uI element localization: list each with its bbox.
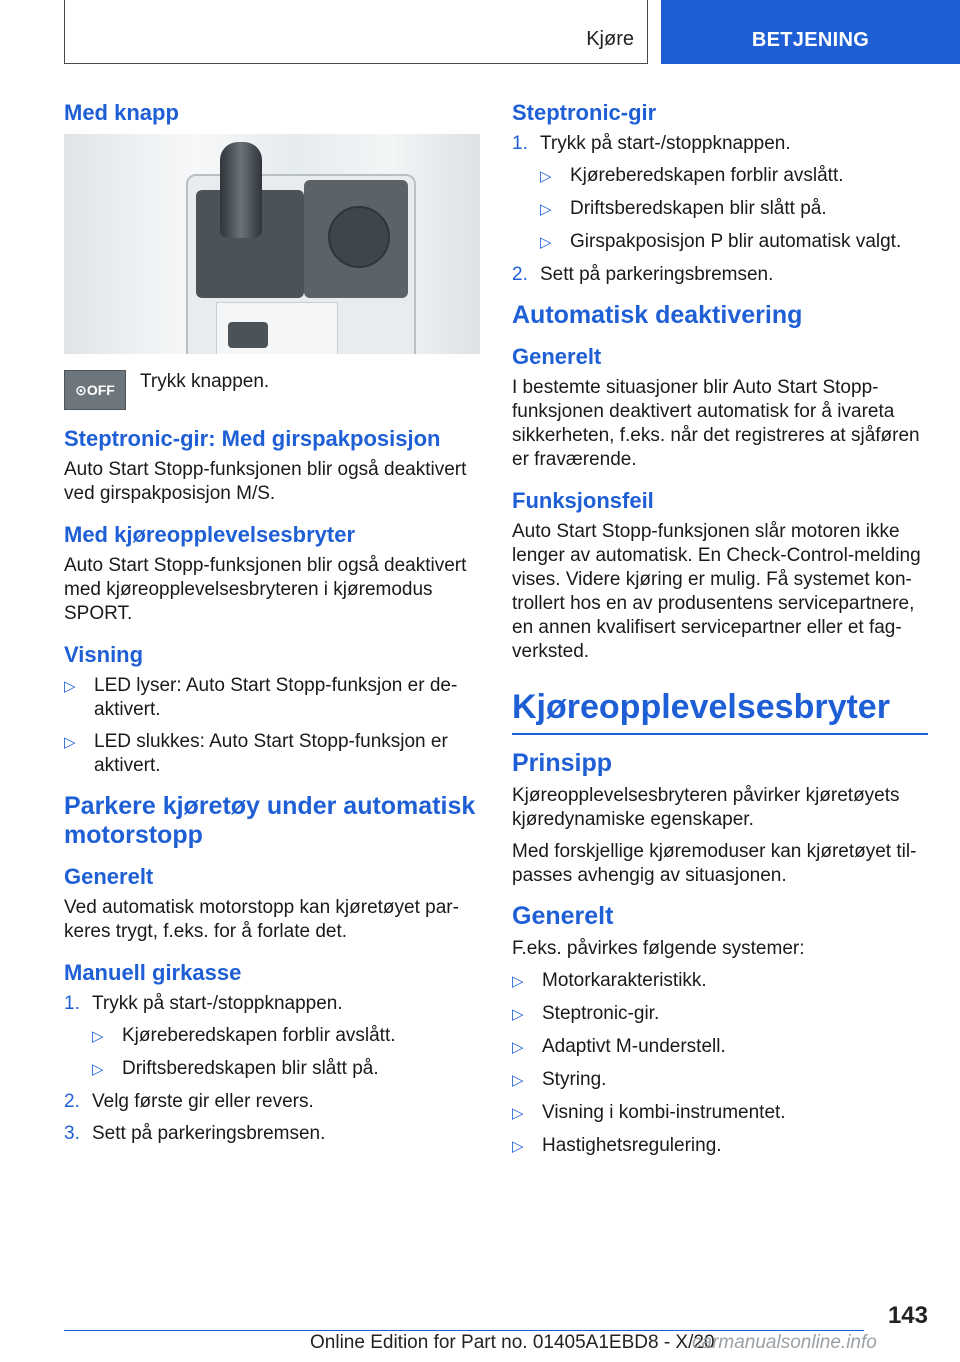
- heading-generelt-left: Generelt: [64, 864, 154, 889]
- triangle-bullet-icon: ▷: [512, 973, 524, 990]
- icon-text: Trykk knappen.: [140, 371, 270, 392]
- heading-kjoreopplevelsesbryter: Kjøreopplevelsesbryter: [512, 688, 928, 735]
- heading-prinsipp: Prinsipp: [512, 749, 613, 777]
- idrive-controller: [328, 206, 390, 268]
- heading-generelt-right: Generelt: [512, 344, 602, 369]
- triangle-bullet-icon: ▷: [92, 1061, 104, 1078]
- step-item: 2. Velg første gir eller revers.: [64, 1091, 314, 1112]
- triangle-bullet-icon: ▷: [540, 234, 552, 251]
- footer-divider: [64, 1330, 864, 1331]
- para-generelt-right: I bestemte situasjoner blir Auto Start Stopp-funksjonen deaktivert automatisk for å ivareta sikkerheten, f.eks. når det registreres at sjåføren er fraværende.: [512, 377, 920, 470]
- para-generelt-left: Ved automatisk motorstopp kan kjøretøyet par-keres trygt, f.eks. for å forlate det.: [64, 897, 459, 942]
- step-item: 1. Trykk på start-/stoppknappen.: [512, 133, 791, 154]
- list-item: ▷ Visning i kombi-instrumentet.: [512, 1101, 928, 1126]
- heading-kjoreopplevelse: Med kjøreopplevelsesbryter: [64, 522, 356, 547]
- heading-generelt-2: Generelt: [512, 902, 614, 930]
- triangle-bullet-icon: ▷: [512, 1006, 524, 1023]
- list-item: ▷ Styring.: [512, 1068, 928, 1093]
- list-item: ▷ Motorkarakteristikk.: [512, 969, 928, 994]
- step-subitem: ▷ Kjøreberedskapen forblir avslått.: [512, 164, 928, 189]
- parking-brake-button: [228, 322, 268, 348]
- step-subitem: ▷ Girspakposisjon P blir automatisk valgt.: [512, 230, 928, 255]
- icon-instruction: [64, 370, 480, 410]
- para-funksjonsfeil: Auto Start Stopp-funksjonen slår motoren ikke lenger av automatisk. En Check-Control-melding vises. Videre kjøring er mulig. Få systemet kon-trollert hos en av produsentens servicepartnere, en annen kvalifisert servicepartner eller et fag-verksted.: [512, 521, 921, 662]
- header-section-title: Kjøre: [586, 28, 634, 50]
- list-item: ▷ Hastighetsregulering.: [512, 1134, 928, 1159]
- header-frame: [64, 0, 648, 64]
- gear-console-image: [64, 134, 480, 354]
- right-column: [512, 100, 928, 1169]
- step-subitem: ▷ Kjøreberedskapen forblir avslått.: [64, 1024, 480, 1049]
- heading-visning: Visning: [64, 642, 144, 667]
- triangle-bullet-icon: ▷: [64, 678, 76, 695]
- para-prinsipp-1: Kjøreopplevelsesbryteren påvirker kjøretøyets kjøredynamiske egenskaper.: [512, 785, 900, 830]
- manuell-steps: [64, 992, 480, 1146]
- triangle-bullet-icon: ▷: [540, 168, 552, 185]
- heading-parkere: Parkere kjøretøy under automatisk motorstopp: [64, 792, 476, 849]
- triangle-bullet-icon: ▷: [512, 1072, 524, 1089]
- watermark: carmanualsonline.info: [692, 1332, 877, 1353]
- heading-steptronic-girspak: Steptronic-gir: Med girspakposisjon: [64, 426, 441, 451]
- step-subitem: ▷ Driftsberedskapen blir slått på.: [64, 1057, 480, 1082]
- list-item: ▷ Adaptivt M-understell.: [512, 1035, 928, 1060]
- para-generelt-2: F.eks. påvirkes følgende systemer:: [512, 938, 805, 959]
- heading-automatisk-deaktivering: Automatisk deaktivering: [512, 301, 803, 329]
- para-kjoreopplevelse: Auto Start Stopp-funksjonen blir også deaktivert med kjøreopplevelsesbryteren i kjøremodus SPORT.: [64, 555, 467, 624]
- systemer-list: [512, 969, 928, 1159]
- left-column: [64, 100, 480, 1156]
- list-item: ▷ Steptronic-gir.: [512, 1002, 928, 1027]
- footer-edition: Online Edition for Part no. 01405A1EBD8 - X/20: [310, 1332, 715, 1353]
- step-subitem: ▷ Driftsberedskapen blir slått på.: [512, 197, 928, 222]
- heading-manuell-girkasse: Manuell girkasse: [64, 960, 242, 985]
- list-item: ▷ LED lyser: Auto Start Stopp-funksjon er de-aktivert.: [64, 675, 458, 720]
- triangle-bullet-icon: ▷: [64, 734, 76, 751]
- list-item: ▷ LED slukkes: Auto Start Stopp-funksjon er aktivert.: [64, 731, 448, 776]
- para-steptronic-girspak: Auto Start Stopp-funksjonen blir også deaktivert ved girspakposisjon M/S.: [64, 459, 467, 504]
- triangle-bullet-icon: ▷: [512, 1138, 524, 1155]
- triangle-bullet-icon: ▷: [540, 201, 552, 218]
- heading-steptronic-gir: Steptronic-gir: [512, 100, 657, 125]
- header-chapter-tab: BETJENING: [661, 0, 960, 64]
- controller-panel: [304, 180, 408, 298]
- visning-list: [64, 674, 480, 778]
- triangle-bullet-icon: ▷: [92, 1028, 104, 1045]
- heading-med-knapp: Med knapp: [64, 100, 179, 125]
- page-number: 143: [887, 1302, 928, 1329]
- gear-lever: [220, 142, 262, 238]
- triangle-bullet-icon: ▷: [512, 1039, 524, 1056]
- para-prinsipp-2: Med forskjellige kjøremoduser kan kjøretøyet til-passes avhengig av situasjonen.: [512, 841, 917, 886]
- auto-start-stop-off-icon: ⊙OFF: [64, 370, 126, 410]
- step-item: 2. Sett på parkeringsbremsen.: [512, 264, 774, 285]
- steptronic-steps: [512, 132, 928, 287]
- triangle-bullet-icon: ▷: [512, 1105, 524, 1122]
- heading-funksjonsfeil: Funksjonsfeil: [512, 488, 654, 513]
- step-item: 3. Sett på parkeringsbremsen.: [64, 1123, 326, 1144]
- step-item: 1. Trykk på start-/stoppknappen.: [64, 993, 343, 1014]
- center-console: [186, 174, 416, 354]
